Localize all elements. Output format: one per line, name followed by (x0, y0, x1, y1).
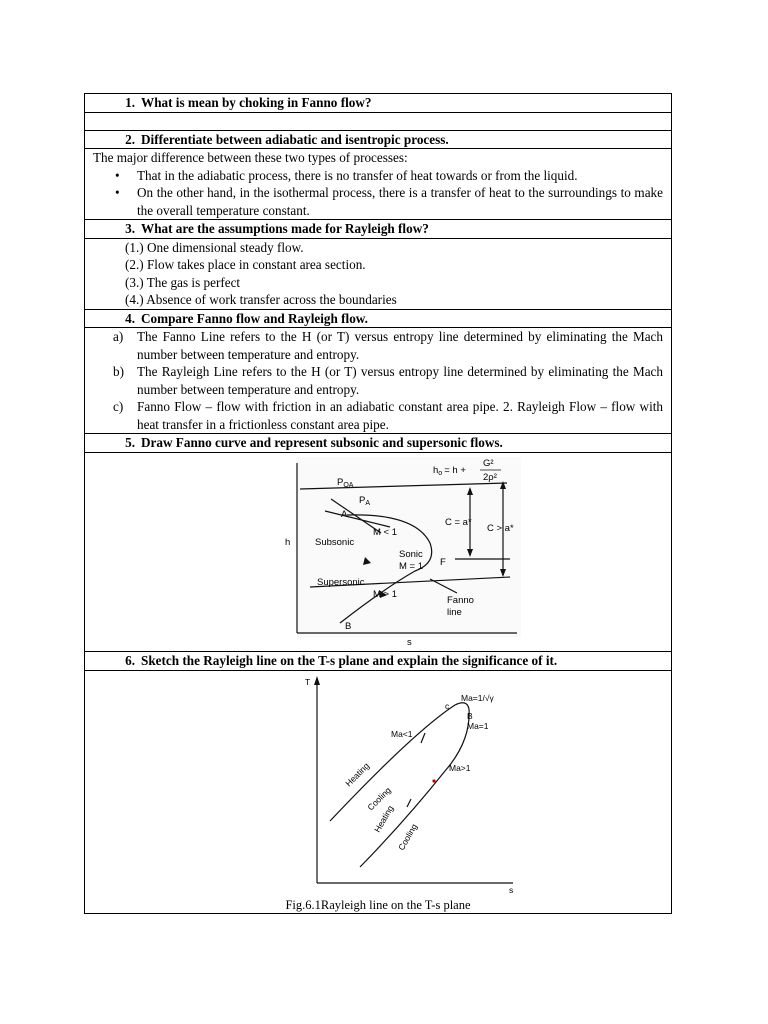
eq-numerator: G² (483, 457, 494, 469)
ma-gamma-label: Ma=1/√γ (461, 692, 494, 703)
figure-caption: Fig.6.1Rayleigh line on the T-s plane (285, 897, 471, 912)
item-label: b) (113, 364, 124, 379)
bullet-icon: • (115, 185, 120, 200)
q1-row (85, 94, 672, 113)
question-number: 3. (125, 221, 135, 236)
fanno-curve-figure (85, 453, 671, 647)
cooling-label-2: Cooling (396, 821, 420, 852)
question-text: Compare Fanno flow and Rayleigh flow. (141, 310, 368, 326)
fanno-line-label: line (447, 606, 462, 618)
list-item (93, 363, 663, 398)
qa-sheet (84, 93, 672, 914)
ma-lt-label: Ma<1 (391, 728, 413, 739)
qa-table (84, 93, 672, 914)
list-item (93, 398, 663, 433)
m-gt-label: M > 1 (373, 588, 398, 600)
q2-answer-row (85, 149, 672, 220)
q4-answer-row (85, 328, 672, 434)
q6-row (85, 652, 672, 671)
s-axis-label: s (407, 636, 412, 647)
poa-sub: OA (343, 481, 354, 489)
list-item (93, 167, 663, 185)
q5-row (85, 434, 672, 453)
list-item (93, 184, 663, 219)
s-axis-label: s (509, 884, 514, 895)
ma-gt-label: Ma>1 (449, 762, 471, 773)
question-number: 2. (125, 131, 135, 147)
question-4 (85, 309, 672, 328)
question-text: Differentiate between adiabatic and isentropic process. (141, 131, 449, 147)
question-2 (85, 130, 672, 149)
point-f-label: F (440, 556, 446, 568)
eq-rest: = h + (444, 464, 466, 476)
question-number: 5. (125, 435, 135, 450)
c-eq-label: C = a* (445, 516, 472, 528)
heating-label: Heating (343, 760, 372, 788)
question-3 (85, 220, 672, 239)
question-number: 6. (125, 653, 135, 668)
tick-line (421, 733, 425, 743)
answer-intro: The major difference between these two types of processes: (93, 150, 408, 165)
pa-p: P (359, 494, 366, 506)
sonic-label: Sonic (399, 548, 423, 560)
answer-2 (85, 149, 672, 220)
t-axis-label: T (305, 676, 311, 687)
point-b-label: B (345, 620, 352, 632)
answer-4 (85, 328, 672, 434)
pa-sub: A (365, 499, 371, 507)
eq-denominator: 2ρ² (483, 471, 497, 483)
ho-eq-label (433, 465, 466, 477)
eq-h: h (433, 464, 439, 476)
q2-row (85, 130, 672, 149)
poa-p: P (337, 476, 344, 488)
m-eq-label: M = 1 (399, 560, 424, 572)
list-item: (4.) Absence of work transfer across the boundaries (125, 292, 397, 307)
question-5 (85, 434, 672, 453)
bullet-text: That in the adiabatic process, there is no transfer of heat towards or from the liquid. (137, 167, 578, 183)
question-number: 1. (125, 95, 135, 110)
question-text: What is mean by choking in Fanno flow? (141, 95, 372, 110)
item-label: a) (113, 329, 124, 344)
point-marker (432, 779, 435, 782)
h-axis-label: h (285, 536, 291, 548)
item-label: c) (113, 399, 124, 414)
ma1-label: Ma=1 (467, 720, 489, 731)
supersonic-label: Supersonic (317, 576, 365, 588)
question-number: 4. (125, 310, 135, 326)
subsonic-label: Subsonic (315, 536, 355, 548)
heating-label-2: Heating (372, 803, 396, 834)
bullet-list (93, 167, 663, 220)
item-text: The Rayleigh Line refers to the H (or T) versus entropy line determined by eliminating the Mach number between temperature and entropy. (137, 364, 663, 397)
list-item: (2.) Flow takes place in constant area section. (125, 257, 366, 272)
list-item: (3.) The gas is perfect (125, 274, 241, 290)
rayleigh-figure-cell (85, 670, 672, 913)
tick-line (407, 799, 411, 807)
question-text: Draw Fanno curve and represent subsonic and supersonic flows. (141, 435, 503, 450)
question-text: What are the assumptions made for Rayleigh flow? (141, 221, 429, 236)
question-6 (85, 652, 672, 671)
m-lt-label: M < 1 (373, 526, 398, 538)
point-a-label: A (341, 508, 348, 520)
list-item: (1.) One dimensional steady flow. (125, 239, 304, 255)
bullet-icon: • (115, 167, 120, 183)
q5-answer-row (85, 452, 672, 652)
q6-answer-row (85, 670, 672, 913)
point-b-label: B (467, 710, 473, 721)
c-gt-label: C > a* (487, 522, 514, 534)
point-c-label: c (445, 700, 450, 711)
item-text: The Fanno Line refers to the H (or T) versus entropy line determined by eliminating the Mach number between temperature and entropy. (137, 329, 663, 362)
cooling-label: Cooling (365, 784, 393, 812)
rayleigh-line-figure (85, 671, 671, 895)
fanno-label: Fanno (447, 594, 474, 606)
q3-answer-row (85, 238, 672, 309)
q3-row (85, 220, 672, 239)
arrow-up-icon (314, 676, 320, 685)
item-text: Fanno Flow – flow with friction in an adiabatic constant area pipe. 2. Rayleigh Flow – flow with heat transfer in a frictionless constant area pipe. (137, 399, 663, 432)
fanno-figure-cell (85, 452, 672, 652)
q4-row (85, 309, 672, 328)
answer-3 (85, 238, 672, 309)
bullet-text: On the other hand, in the isothermal process, there is a transfer of heat to the surroundings to make the overall temperature constant. (137, 185, 663, 218)
question-text: Sketch the Rayleigh line on the T-s plane and explain the significance of it. (141, 653, 558, 668)
question-1 (85, 94, 672, 113)
eq-sub-o: o (438, 469, 443, 477)
q1-answer-row (85, 112, 672, 130)
list-item (93, 328, 663, 363)
answer-1-empty (85, 112, 672, 130)
